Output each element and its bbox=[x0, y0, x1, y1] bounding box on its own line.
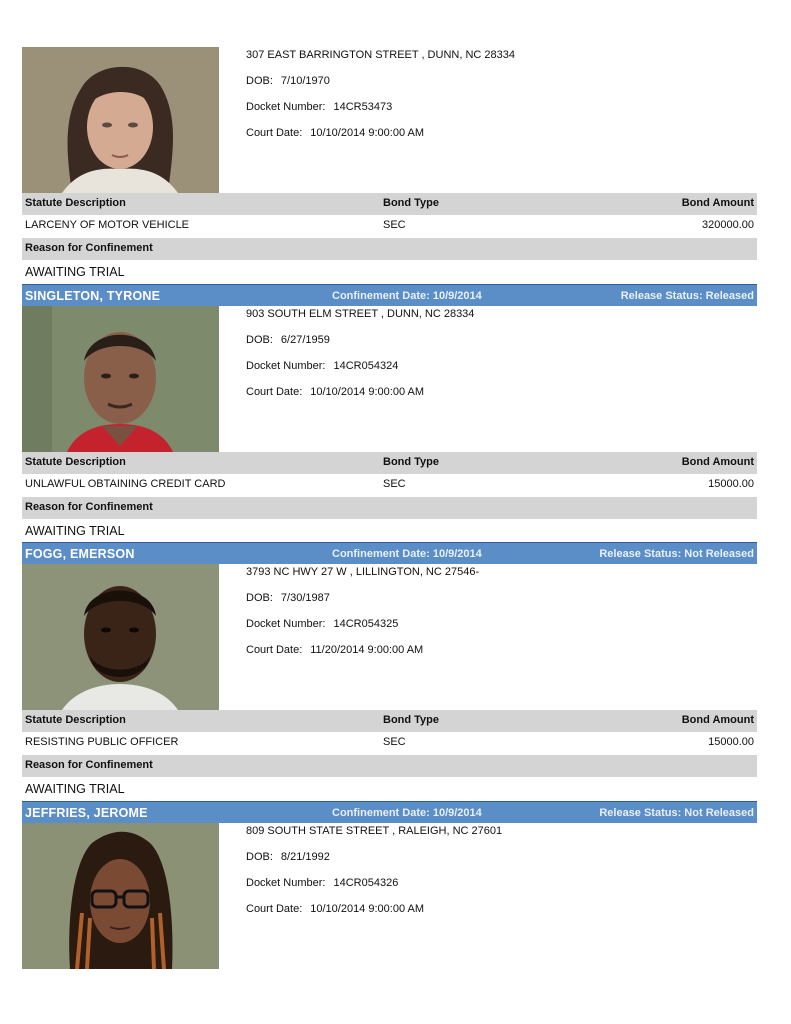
address: 809 SOUTH STATE STREET , RALEIGH, NC 27601 bbox=[246, 825, 503, 837]
confinement-date: Confinement Date: 10/9/2014 bbox=[332, 547, 482, 560]
bond-type-value: SEC bbox=[383, 219, 406, 231]
release-status: Release Status: Not Released bbox=[599, 547, 754, 560]
mugshot-photo bbox=[22, 306, 219, 452]
record-header bbox=[22, 284, 757, 306]
reason-value: AWAITING TRIAL bbox=[25, 265, 125, 279]
court-date-value: 10/10/2014 9:00:00 AM bbox=[310, 386, 425, 398]
mugshot-photo bbox=[22, 823, 219, 969]
bond-amount-value: 15000.00 bbox=[708, 478, 754, 490]
court-date-label: Court Date: bbox=[246, 644, 303, 656]
reason-value: AWAITING TRIAL bbox=[25, 524, 125, 538]
confinement-date: Confinement Date: 10/9/2014 bbox=[332, 289, 482, 302]
bond-amount-header: Bond Amount bbox=[681, 197, 754, 209]
bond-amount-value: 320000.00 bbox=[702, 219, 754, 231]
reason-value: AWAITING TRIAL bbox=[25, 782, 125, 796]
statute-value: RESISTING PUBLIC OFFICER bbox=[25, 736, 179, 748]
docket-label: Docket Number: bbox=[246, 618, 326, 630]
statute-value: UNLAWFUL OBTAINING CREDIT CARD bbox=[25, 478, 226, 490]
charge-row bbox=[22, 215, 757, 237]
bond-amount-header: Bond Amount bbox=[681, 456, 754, 468]
docket-value: 14CR054324 bbox=[333, 360, 399, 372]
reason-header-row bbox=[22, 238, 757, 260]
docket-value: 14CR53473 bbox=[333, 101, 393, 113]
mugshot-photo bbox=[22, 564, 219, 710]
charge-table-header bbox=[22, 452, 757, 474]
bond-amount-header: Bond Amount bbox=[681, 714, 754, 726]
reason-header-row bbox=[22, 755, 757, 777]
inmate-name: SINGLETON, TYRONE bbox=[25, 288, 161, 303]
dob-label: DOB: bbox=[246, 334, 273, 346]
court-date-label: Court Date: bbox=[246, 386, 303, 398]
inmate-record bbox=[22, 801, 757, 915]
address: 3793 NC HWY 27 W , LILLINGTON, NC 27546- bbox=[246, 566, 480, 578]
reason-header-row bbox=[22, 497, 757, 519]
dob-value: 6/27/1959 bbox=[280, 334, 330, 346]
court-date-value: 10/10/2014 9:00:00 AM bbox=[310, 903, 425, 915]
reason-header: Reason for Confinement bbox=[25, 759, 153, 771]
bond-type-header: Bond Type bbox=[383, 456, 440, 468]
dob-value: 7/30/1987 bbox=[280, 592, 330, 604]
dob-label: DOB: bbox=[246, 75, 273, 87]
dob-label: DOB: bbox=[246, 592, 273, 604]
court-date-label: Court Date: bbox=[246, 903, 303, 915]
charge-table-header bbox=[22, 710, 757, 732]
record-header bbox=[22, 801, 757, 823]
statute-header: Statute Description bbox=[25, 456, 126, 468]
bond-type-value: SEC bbox=[383, 736, 406, 748]
address: 307 EAST BARRINGTON STREET , DUNN, NC 28334 bbox=[246, 49, 515, 61]
dob-value: 8/21/1992 bbox=[280, 851, 330, 863]
dob-label: DOB: bbox=[246, 851, 273, 863]
docket-label: Docket Number: bbox=[246, 877, 326, 889]
charge-row bbox=[22, 474, 757, 496]
reason-header: Reason for Confinement bbox=[25, 501, 153, 513]
record-header bbox=[22, 542, 757, 564]
court-date-value: 11/20/2014 9:00:00 AM bbox=[310, 644, 424, 656]
release-status: Release Status: Not Released bbox=[599, 806, 754, 819]
court-date-label: Court Date: bbox=[246, 127, 303, 139]
statute-header: Statute Description bbox=[25, 197, 126, 209]
charge-row bbox=[22, 732, 757, 754]
address: 903 SOUTH ELM STREET , DUNN, NC 28334 bbox=[246, 308, 475, 320]
docket-label: Docket Number: bbox=[246, 101, 326, 113]
bond-type-header: Bond Type bbox=[383, 714, 440, 726]
inmate-record bbox=[22, 542, 757, 796]
statute-value: LARCENY OF MOTOR VEHICLE bbox=[25, 219, 190, 231]
docket-label: Docket Number: bbox=[246, 360, 326, 372]
bond-amount-value: 15000.00 bbox=[708, 736, 754, 748]
docket-value: 14CR054326 bbox=[333, 877, 399, 889]
confinement-date: Confinement Date: 10/9/2014 bbox=[332, 806, 482, 819]
inmate-record bbox=[22, 284, 757, 538]
inmate-name: JEFFRIES, JEROME bbox=[25, 805, 148, 820]
statute-header: Statute Description bbox=[25, 714, 126, 726]
mugshot-photo bbox=[22, 47, 219, 193]
bond-type-header: Bond Type bbox=[383, 197, 440, 209]
reason-header: Reason for Confinement bbox=[25, 242, 153, 254]
dob-value: 7/10/1970 bbox=[280, 75, 330, 87]
bond-type-value: SEC bbox=[383, 478, 406, 490]
release-status: Release Status: Released bbox=[620, 289, 754, 302]
charge-table-header bbox=[22, 193, 757, 215]
court-date-value: 10/10/2014 9:00:00 AM bbox=[310, 127, 425, 139]
docket-value: 14CR054325 bbox=[333, 618, 399, 630]
inmate-name: FOGG, EMERSON bbox=[25, 546, 135, 561]
